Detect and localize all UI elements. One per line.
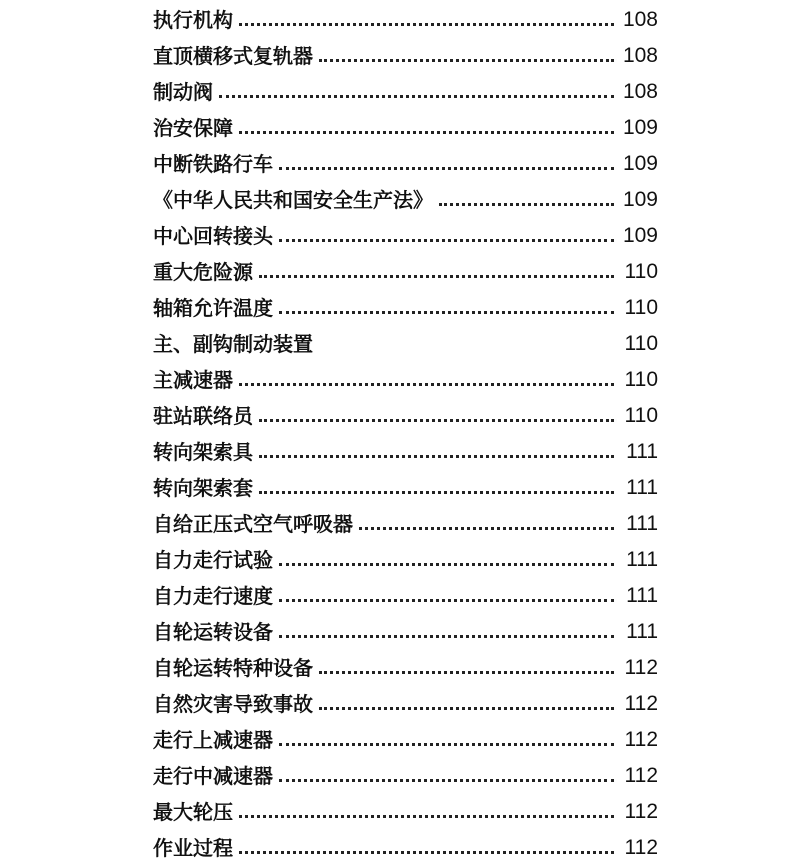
entry-term: 《中华人民共和国安全生产法》	[153, 188, 433, 212]
entry-term: 中心回转接头	[153, 224, 273, 248]
entry-term: 执行机构	[153, 8, 233, 32]
entry-page-number: 110	[624, 296, 658, 319]
entry-page-number: 111	[626, 620, 658, 643]
entry-page-number: 112	[624, 764, 658, 787]
entry-page-number: 108	[622, 8, 658, 31]
entry-term: 走行上减速器	[153, 728, 273, 752]
dot-leader	[439, 203, 614, 206]
dot-leader	[319, 59, 614, 62]
index-entry	[153, 468, 658, 504]
dot-leader	[239, 851, 614, 854]
entry-page-number: 110	[624, 332, 658, 355]
entry-page-number: 108	[622, 44, 658, 67]
dot-leader	[239, 383, 614, 386]
entry-term: 作业过程	[153, 836, 233, 860]
dot-leader	[239, 23, 614, 26]
index-entry	[153, 504, 658, 540]
index-entry	[153, 612, 658, 648]
entry-term: 驻站联络员	[153, 404, 253, 428]
dot-leader	[279, 635, 614, 638]
entry-page-number: 112	[624, 800, 658, 823]
entry-term: 自轮运转特种设备	[153, 656, 313, 680]
entry-page-number: 110	[624, 404, 658, 427]
entry-term: 自力走行试验	[153, 548, 273, 572]
entry-term: 直顶横移式复轨器	[153, 44, 313, 68]
entry-page-number: 109	[622, 116, 658, 139]
index-entry	[153, 108, 658, 144]
entry-term: 自然灾害导致事故	[153, 692, 313, 716]
index-entry	[153, 288, 658, 324]
entry-page-number: 112	[624, 656, 658, 679]
dot-leader	[219, 95, 614, 98]
index-entry	[153, 684, 658, 720]
entry-page-number: 112	[624, 836, 658, 859]
entry-term: 走行中减速器	[153, 764, 273, 788]
index-entry	[153, 720, 658, 756]
dot-leader	[319, 707, 614, 710]
entry-page-number: 109	[622, 152, 658, 175]
entry-term: 转向架索具	[153, 440, 253, 464]
entry-term: 治安保障	[153, 116, 233, 140]
entry-term: 自轮运转设备	[153, 620, 273, 644]
index-entry	[153, 72, 658, 108]
index-entry	[153, 432, 658, 468]
index-entry	[153, 144, 658, 180]
entry-page-number: 110	[624, 368, 658, 391]
index-entry	[153, 0, 658, 36]
entry-page-number: 110	[624, 260, 658, 283]
entry-page-number: 108	[622, 80, 658, 103]
entry-term: 轴箱允许温度	[153, 296, 273, 320]
entry-page-number: 111	[626, 548, 658, 571]
index-entry	[153, 180, 658, 216]
entry-page-number: 112	[624, 728, 658, 751]
entry-page-number: 111	[626, 512, 658, 535]
index-entry	[153, 216, 658, 252]
dot-leader	[319, 347, 614, 350]
dot-leader	[279, 563, 614, 566]
index-entry	[153, 576, 658, 612]
entry-page-number: 109	[622, 224, 658, 247]
entry-term: 重大危险源	[153, 260, 253, 284]
dot-leader	[259, 275, 614, 278]
entry-term: 自给正压式空气呼吸器	[153, 512, 353, 536]
entry-term: 最大轮压	[153, 800, 233, 824]
dot-leader	[279, 167, 614, 170]
index-entry	[153, 828, 658, 864]
dot-leader	[279, 311, 614, 314]
entry-term: 主减速器	[153, 368, 233, 392]
index-list	[153, 0, 658, 864]
index-entry	[153, 648, 658, 684]
entry-term: 主、副钩制动装置	[153, 332, 313, 356]
index-entry	[153, 252, 658, 288]
dot-leader	[359, 527, 614, 530]
dot-leader	[239, 131, 614, 134]
entry-page-number: 112	[624, 692, 658, 715]
dot-leader	[279, 599, 614, 602]
index-entry	[153, 756, 658, 792]
dot-leader	[259, 419, 614, 422]
index-entry	[153, 540, 658, 576]
dot-leader	[279, 743, 614, 746]
index-entry	[153, 36, 658, 72]
dot-leader	[279, 779, 614, 782]
dot-leader	[319, 671, 614, 674]
index-entry	[153, 396, 658, 432]
entry-page-number: 111	[626, 584, 658, 607]
entry-page-number: 111	[626, 440, 658, 463]
entry-page-number: 111	[626, 476, 658, 499]
entry-term: 制动阀	[153, 80, 213, 104]
dot-leader	[259, 455, 614, 458]
entry-term: 自力走行速度	[153, 584, 273, 608]
entry-term: 中断铁路行车	[153, 152, 273, 176]
entry-term: 转向架索套	[153, 476, 253, 500]
entry-page-number: 109	[622, 188, 658, 211]
index-entry	[153, 360, 658, 396]
dot-leader	[259, 491, 614, 494]
index-entry	[153, 324, 658, 360]
dot-leader	[239, 815, 614, 818]
index-entry	[153, 792, 658, 828]
dot-leader	[279, 239, 614, 242]
